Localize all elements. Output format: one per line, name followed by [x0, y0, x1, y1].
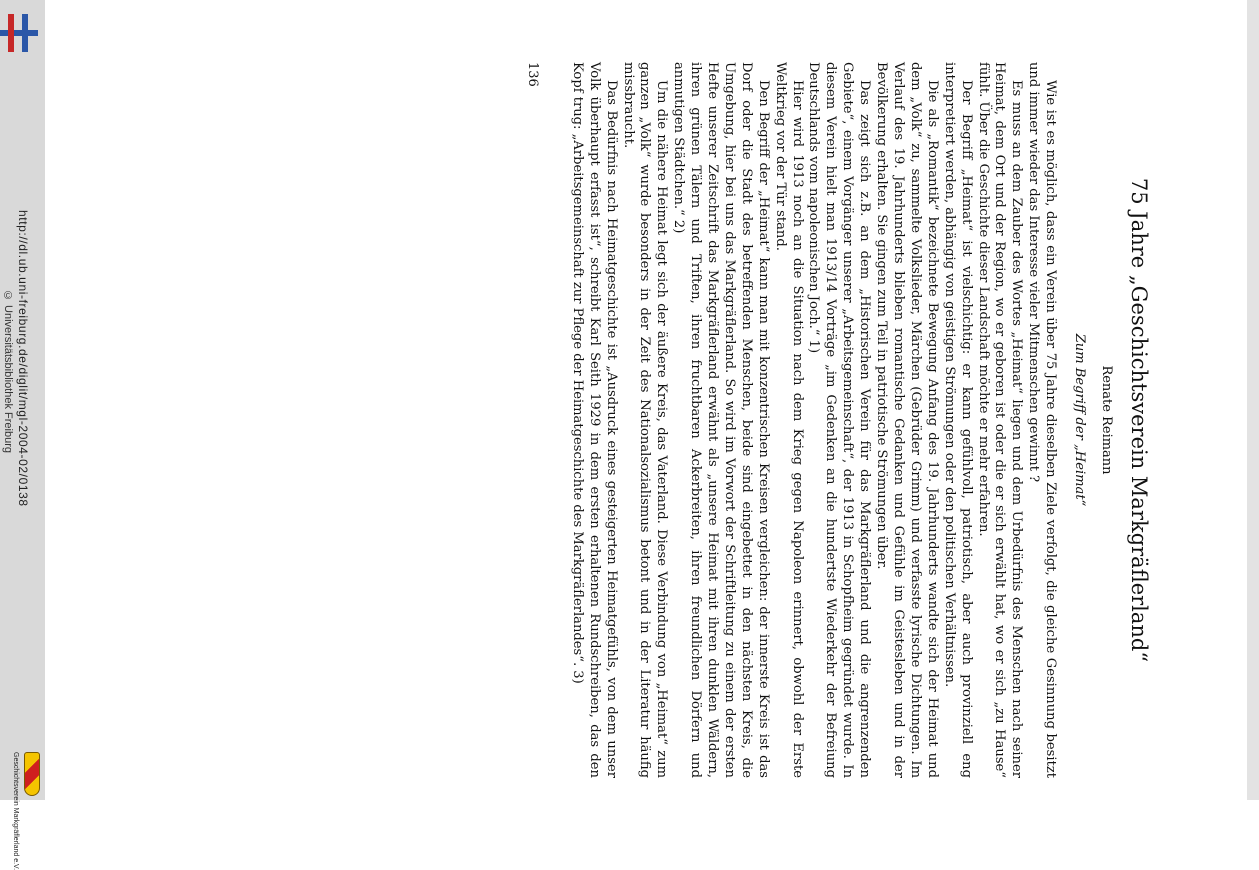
document-url[interactable]: http://dl.ub.uni-freiburg.de/diglit/mgl-2004-02/0138 — [16, 210, 30, 507]
coat-of-arms-icon — [24, 752, 40, 796]
library-logo-icon[interactable] — [0, 14, 38, 52]
crest-label: Geschichtsverein Markgräflerland e.V. — [12, 752, 19, 870]
viewer-sidebar — [0, 0, 45, 870]
paragraph: Das Bedürfnis nach Heimatgeschichte ist „Ausdruck eines gesteigerten Heimatgefühls, von dem unser Volk überhaupt erfasst ist“, schreibt Karl Seith 1929 in dem ersten erhaltenen Rundschreiben, das den Kopf trug: „Arbeitsgemeinschaft zur Pflege der Heimatgeschichte des Markgräflerlandes“. 3) — [569, 62, 619, 778]
paragraph: Der Begriff „Heimat“ ist vielschichtig: er kann gefühlvoll, patriotisch, aber auch provinziell eng interpretiert werden, abhängig von geistigen Strömungen oder den politischen Verhältnissen. — [941, 62, 974, 778]
paragraph: Das zeigt sich z.B. an dem „Historischen Verein für das Markgräflerland und die angrenzenden Gebiete“, einem Vorgänger unserer „Arbeitsgemeinschaft“, der 1913 in Schopfheim gegründet wurde. In diesem Verein hielt man 1913/14 Vorträge „im Gedenken an die hundertste Wiederkehr der Befreiung Deutschlands vom napoleonischen Joch.“ 1) — [806, 62, 873, 778]
paragraph: Hier wird 1913 noch an die Situation nach dem Krieg gegen Napoleon erinnert, obwohl der Erste Weltkrieg vor der Tür stand. — [772, 62, 805, 778]
article-title: 75 Jahre „Geschichtsverein Markgräflerland“ — [1127, 177, 1151, 663]
viewer-right-edge — [1247, 0, 1259, 800]
society-crest — [4, 752, 40, 870]
paragraph: Wie ist es möglich, dass ein Verein über 75 Jahre dieselben Ziele verfolgt, die gleiche Gesinnung besitzt und immer wieder das Interesse vieler Mitmenschen gewinnt ? — [1026, 62, 1059, 778]
paragraph: Um die nähere Heimat legt sich der äußere Kreis, das Vaterland. Diese Verbindung von „Heimat“ zum ganzen „Volk“ wurde besonders in der Zeit des Nationalsozialismus betont und in der Literatur häufig missbraucht. — [620, 62, 670, 778]
copyright-notice: © Universitätsbibliothek Freiburg — [2, 290, 14, 454]
page-number: 136 — [524, 62, 540, 87]
page-content — [240, 40, 1170, 800]
scanned-page — [240, 40, 1170, 778]
paragraph: Die als „Romantik“ bezeichnete Bewegung Anfang des 19. Jahrhunderts wandte sich der Heimat und dem „Volk“ zu, sammelte Volkslieder, Märchen (Gebrüder Grimm) und verfasste lyrische Dichtungen. Im Verlauf des 19. Jahrhunderts blieben romantische Gedanken und Gefühle im Geistesleben und in der Bevölkerung erhalten. Sie gingen zum Teil in patriotische Strömungen über. — [874, 62, 940, 778]
paragraph: Den Begriff der „Heimat“ kann man mit konzentrischen Kreisen vergleichen: der innerste Kreis ist das Dorf oder die Stadt des betreffenden Menschen, beide sind eingebettet in den nächsten Kreis, die Umgebung, hier bei uns das Markgräflerland. So wird im Vorwort der Schriftleitung zu einem der ersten Hefte unserer Zeitschrift das Markgräflerland erwähnt als „unsere Heimat mit ihren dunklen Wäldern, ihren grünen Tälern und Triften, ihren fruchtbaren Ackerbreiten, ihren freundlichen Dörfern und anmutigen Städtchen.“ 2) — [671, 62, 771, 778]
article-subtitle: Zum Begriff der „Heimat“ — [1072, 333, 1088, 507]
article-author: Renate Reimann — [1099, 365, 1114, 475]
paragraph: Es muss an dem Zauber des Wortes „Heimat“ liegen und dem Urbedürfnis des Menschen nach seiner Heimat, dem Ort und der Region, wo er geboren ist oder die er sich erwählt hat, wo er sich „zu Hause“ fühlt. Über die Geschichte dieser Landschaft möchte er mehr erfahren. — [975, 62, 1025, 778]
